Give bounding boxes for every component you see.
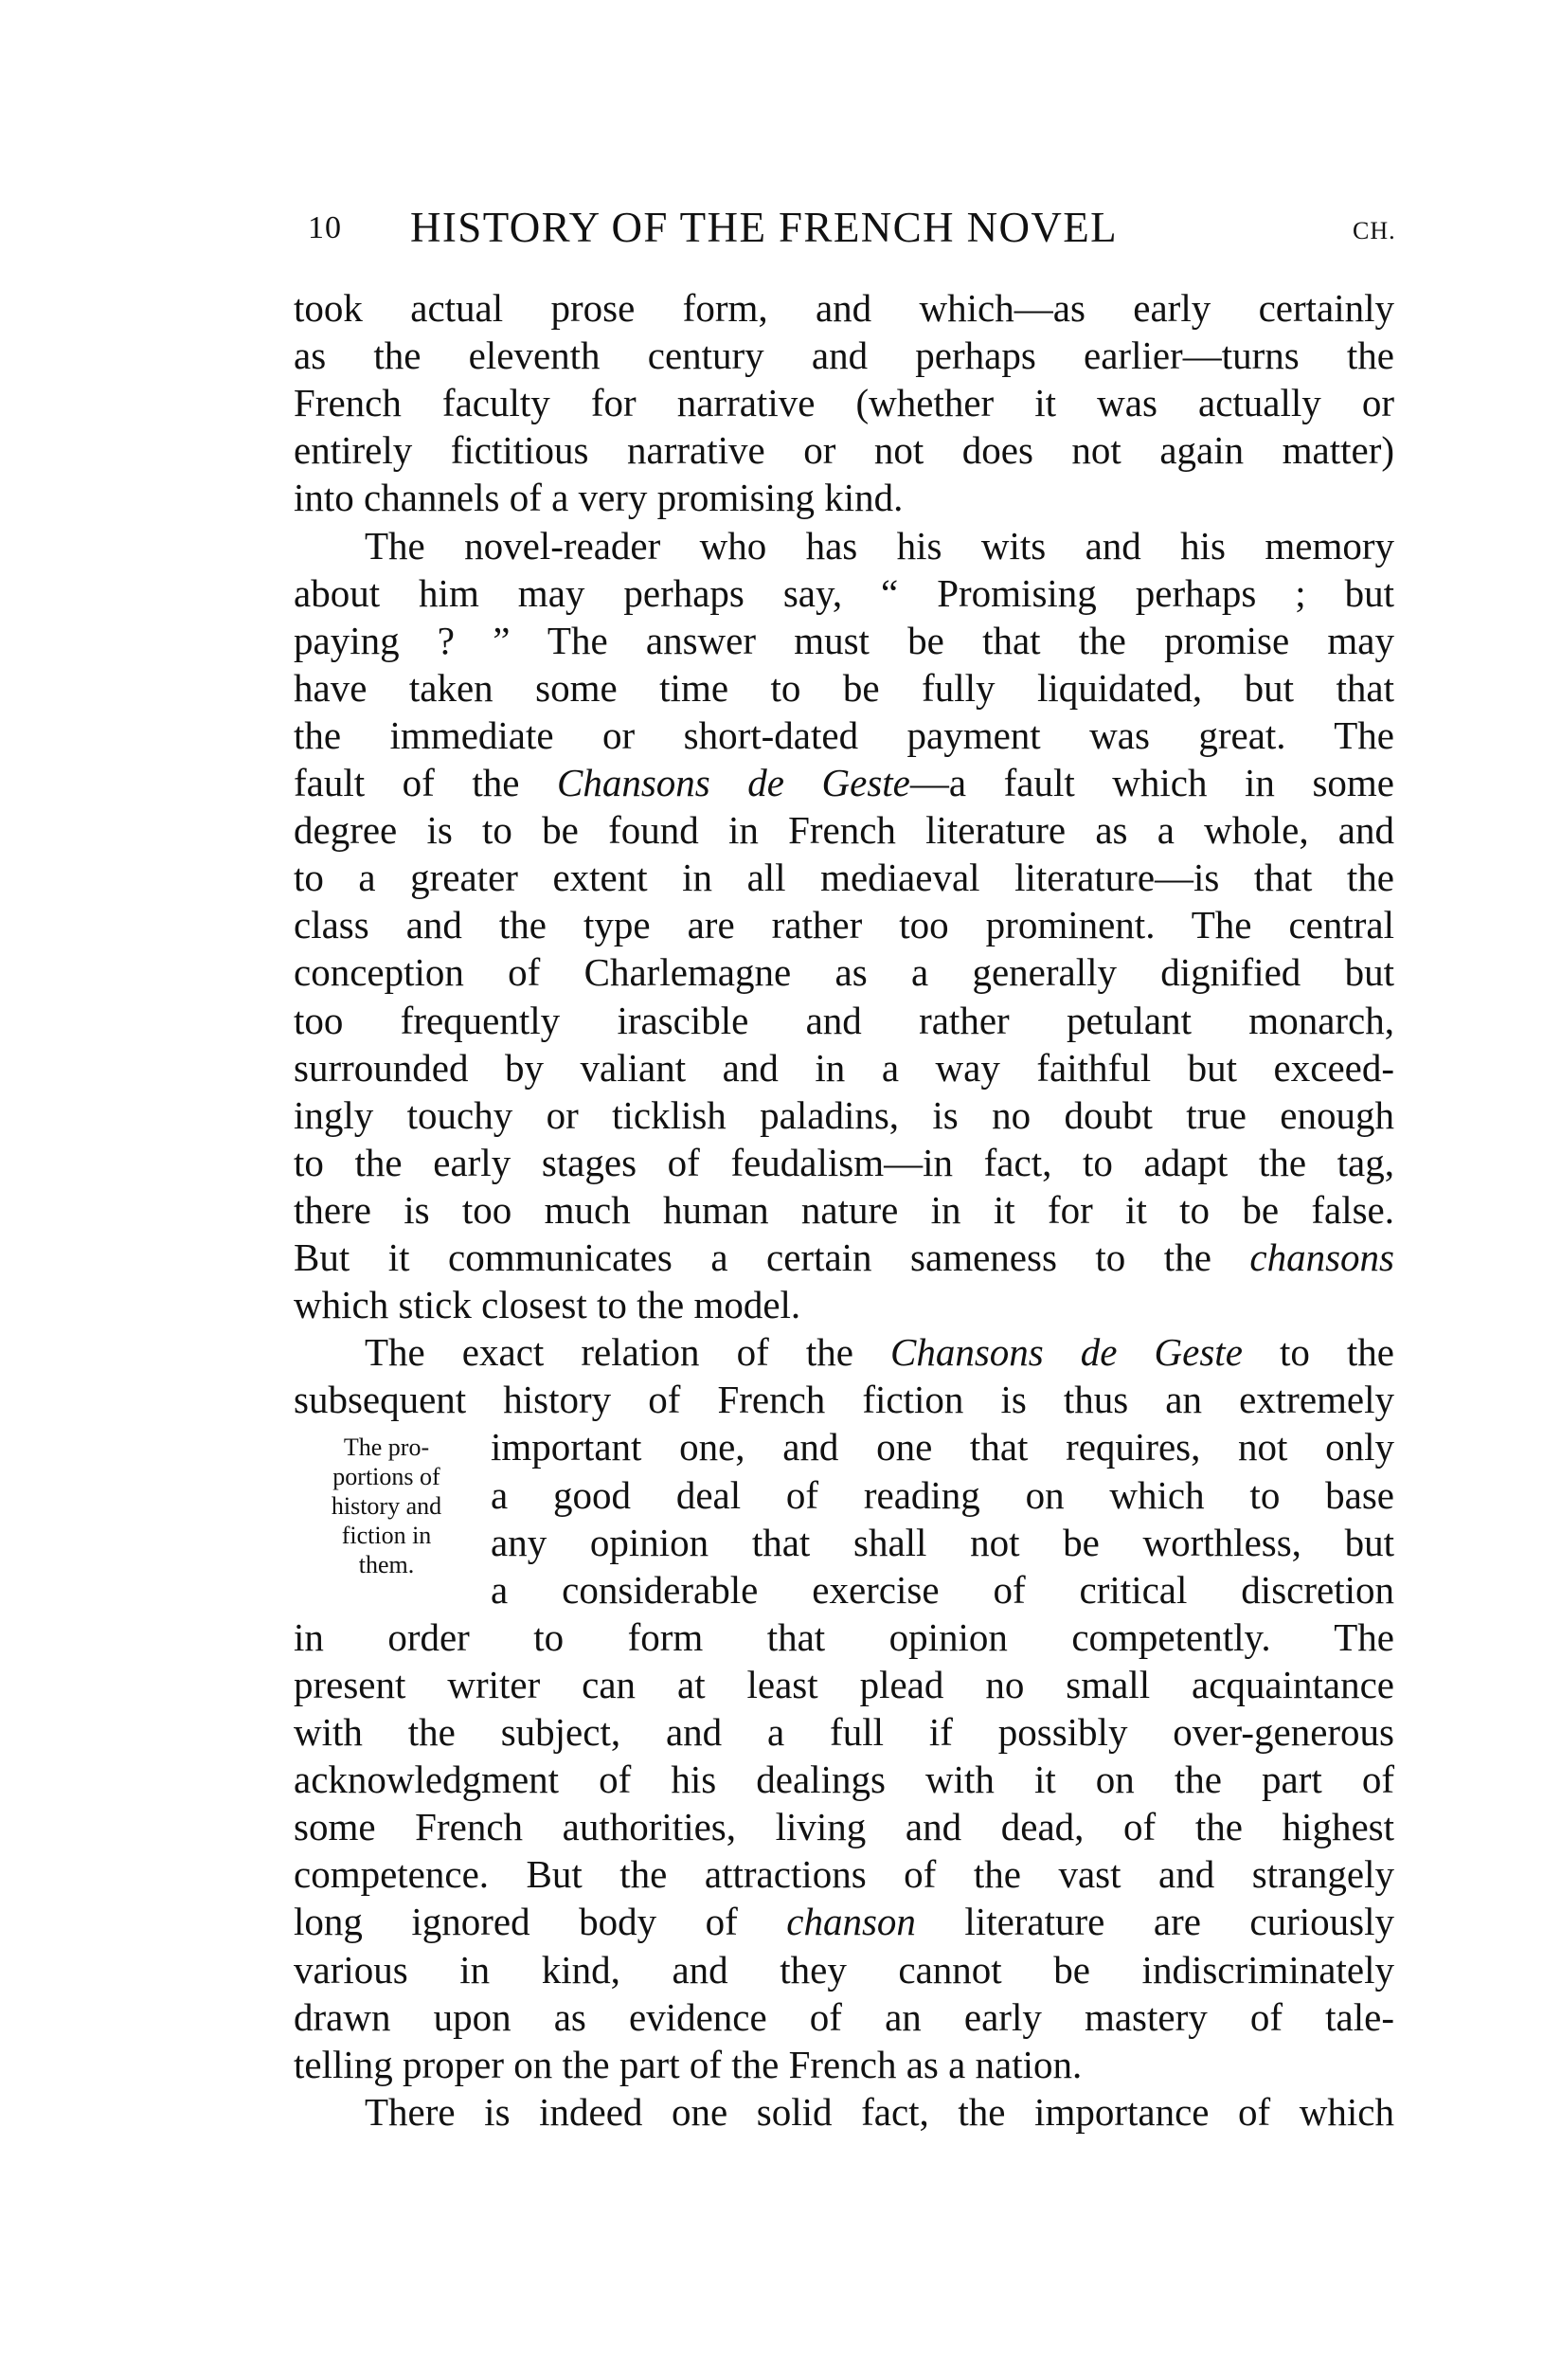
text-line xyxy=(294,1898,1394,1945)
text-line: telling proper on the part of the French as a nation. xyxy=(294,2042,1083,2086)
text-line: surrounded by valiant and in a way faithful but exceed- xyxy=(294,1045,1394,1090)
text-segment: to the xyxy=(1242,1330,1394,1375)
text-line: paying ? ” The answer must be that the promise may xyxy=(294,618,1394,662)
text-line: entirely fictitious narrative or not does not again matter) xyxy=(294,428,1394,473)
text-line: to the early stages of feudalism—in fact, to adapt the tag, xyxy=(294,1140,1394,1184)
text-line: competence. But the attractions of the vast and strangely xyxy=(294,1852,1394,1897)
page-number: 10 xyxy=(308,210,342,245)
chapter-abbreviation: CH. xyxy=(1353,217,1396,244)
text-segment: The exact relation of the xyxy=(365,1330,890,1375)
text-line: present writer can at least plead no small acquaintance xyxy=(294,1662,1394,1706)
running-title: HISTORY OF THE FRENCH NOVEL xyxy=(410,204,1119,251)
text-line: into channels of a very promising kind. xyxy=(294,476,904,520)
text-line xyxy=(294,759,1394,806)
text-line: various in kind, and they cannot be indiscriminately xyxy=(294,1947,1394,1992)
text-line: with the subject, and a full if possibly over-generous xyxy=(294,1710,1394,1754)
text-segment: —a fault which in some xyxy=(909,761,1395,804)
text-line: French faculty for narrative (whether it was actually or xyxy=(294,381,1394,425)
margin-note xyxy=(301,1433,472,1579)
italic-title: Chansons de Geste xyxy=(889,1330,1243,1375)
text-line: took actual prose form, and which—as early certainly xyxy=(294,286,1394,330)
text-line: subsequent history of French fiction is thus an extremely xyxy=(294,1378,1394,1422)
text-line: class and the type are rather too prominent. The central xyxy=(294,903,1394,947)
text-line: a good deal of reading on which to base xyxy=(491,1472,1394,1517)
text-segment: long ignored body of xyxy=(294,1900,787,1944)
text-line: to a greater extent in all mediaeval literature—is that the xyxy=(294,856,1394,900)
italic-title: chansons xyxy=(1249,1235,1394,1279)
text-line: drawn upon as evidence of an early mastery of tale- xyxy=(294,1994,1394,2039)
text-line: which stick closest to the model. xyxy=(294,1283,801,1327)
text-line: The novel-reader who has his wits and his memory xyxy=(365,523,1394,568)
text-segment: fault of the xyxy=(294,761,557,804)
italic-title: chanson xyxy=(786,1900,916,1944)
margin-note-line: The pro- xyxy=(343,1433,430,1461)
margin-note-line: portions of xyxy=(332,1463,440,1490)
text-line xyxy=(294,1234,1394,1281)
text-line: as the eleventh century and perhaps earlier—turns the xyxy=(294,334,1394,378)
text-line xyxy=(365,1328,1394,1376)
text-line: the immediate or short-dated payment was great. The xyxy=(294,712,1394,757)
text-line: degree is to be found in French literature as a whole, and xyxy=(294,808,1394,853)
margin-note-line: them. xyxy=(358,1551,415,1578)
margin-note-line: history and xyxy=(331,1492,442,1520)
text-line: have taken some time to be fully liquidated, but that xyxy=(294,665,1394,710)
text-line: important one, and one that requires, not only xyxy=(491,1425,1394,1469)
text-line: about him may perhaps say, “ Promising perhaps ; but xyxy=(294,570,1394,615)
text-line: any opinion that shall not be worthless, but xyxy=(491,1520,1394,1564)
text-line: some French authorities, living and dead, of the highest xyxy=(294,1805,1394,1849)
margin-note-line: fiction in xyxy=(341,1522,432,1549)
text-line: acknowledgment of his dealings with it on the part of xyxy=(294,1758,1394,1802)
text-segment: But it communicates a certain sameness to the xyxy=(294,1235,1250,1279)
text-line: there is too much human nature in it for it to be false. xyxy=(294,1187,1394,1232)
text-line: a considerable exercise of critical discretion xyxy=(491,1567,1394,1612)
text-line: There is indeed one solid fact, the importance of which xyxy=(365,2089,1394,2134)
text-line: ingly touchy or ticklish paladins, is no doubt true enough xyxy=(294,1092,1394,1137)
italic-title: Chansons de Geste xyxy=(557,761,910,804)
text-line: in order to form that opinion competently. The xyxy=(294,1614,1394,1659)
text-line: too frequently irascible and rather petulant monarch, xyxy=(294,998,1394,1042)
text-segment: literature are curiously xyxy=(915,1900,1394,1944)
text-line: conception of Charlemagne as a generally dignified but xyxy=(294,950,1394,995)
